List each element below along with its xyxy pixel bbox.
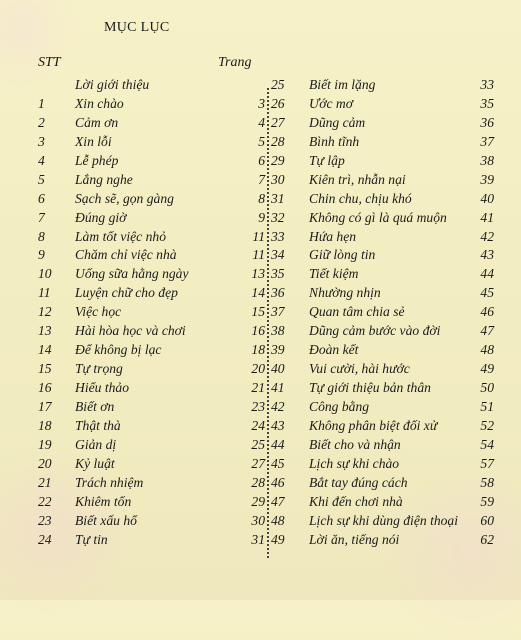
left-entry-title: Sạch sẽ, gọn gàng bbox=[75, 190, 174, 206]
header-page: Trang bbox=[218, 55, 252, 70]
left-entry-title: Uống sữa hằng ngày bbox=[75, 266, 189, 282]
left-index: 15 bbox=[38, 361, 52, 377]
right-page-number: 44 bbox=[480, 266, 494, 282]
left-page-number: 11 bbox=[252, 247, 265, 263]
left-index: 7 bbox=[38, 209, 45, 225]
right-entry-title: Tự lập bbox=[309, 152, 345, 168]
right-index: 45 bbox=[271, 455, 285, 471]
left-entry-title: Cảm ơn bbox=[75, 114, 119, 130]
left-entry-title: Chăm chỉ việc nhà bbox=[75, 247, 177, 263]
right-entry-title: Bình tĩnh bbox=[309, 133, 360, 149]
toc-row bbox=[0, 322, 521, 341]
toc-row bbox=[0, 474, 521, 493]
right-index: 47 bbox=[271, 493, 285, 509]
page-title: MỤC LỤC bbox=[104, 20, 170, 35]
toc-row bbox=[0, 512, 521, 531]
left-page-number: 4 bbox=[258, 114, 265, 130]
right-page-number: 58 bbox=[480, 474, 494, 490]
right-index: 39 bbox=[271, 342, 285, 358]
toc-row bbox=[0, 531, 521, 550]
right-index: 46 bbox=[271, 474, 285, 490]
toc-row bbox=[0, 417, 521, 436]
left-entry-title: Giản dị bbox=[75, 436, 117, 452]
left-entry-title: Thật thà bbox=[75, 417, 121, 433]
right-index: 35 bbox=[271, 266, 285, 282]
left-index: 19 bbox=[38, 436, 52, 452]
right-index: 43 bbox=[271, 417, 285, 433]
right-entry-title: Không phân biệt đối xử bbox=[309, 417, 438, 433]
right-index: 34 bbox=[271, 247, 285, 263]
left-index: 6 bbox=[38, 190, 45, 206]
header-stt: STT bbox=[38, 55, 61, 70]
toc-row bbox=[0, 379, 521, 398]
right-index: 31 bbox=[271, 190, 285, 206]
right-page-number: 51 bbox=[480, 398, 494, 414]
toc-row bbox=[0, 493, 521, 512]
left-index: 8 bbox=[38, 228, 45, 244]
left-entry-title: Lời giới thiệu bbox=[75, 77, 150, 92]
left-index: 1 bbox=[38, 95, 45, 111]
right-page-number: 33 bbox=[480, 77, 494, 92]
toc-row bbox=[0, 455, 521, 474]
right-entry-title: Tự giới thiệu bản thân bbox=[309, 380, 431, 395]
right-entry-title: Kiên trì, nhẫn nại bbox=[309, 171, 406, 187]
right-entry-title: Ước mơ bbox=[309, 95, 354, 111]
right-page-number: 50 bbox=[480, 380, 494, 395]
right-page-number: 47 bbox=[480, 323, 494, 339]
left-page-number: 21 bbox=[251, 380, 265, 395]
right-page-number: 38 bbox=[480, 152, 494, 168]
toc-row bbox=[0, 341, 521, 360]
toc-row bbox=[0, 133, 521, 152]
right-page-number: 46 bbox=[480, 304, 494, 320]
right-entry-title: Không có gì là quá muộn bbox=[309, 209, 447, 225]
left-page-number: 5 bbox=[258, 133, 265, 149]
right-index: 33 bbox=[271, 228, 285, 244]
left-page-number: 27 bbox=[251, 455, 265, 471]
right-entry-title: Nhường nhịn bbox=[309, 285, 381, 301]
toc-row bbox=[0, 436, 521, 455]
left-page-number: 24 bbox=[251, 417, 265, 433]
left-entry-title: Làm tốt việc nhỏ bbox=[75, 228, 166, 244]
right-entry-title: Dũng cảm bbox=[309, 114, 366, 130]
left-page-number: 23 bbox=[251, 398, 265, 414]
left-index: 9 bbox=[38, 247, 45, 263]
right-entry-title: Lời ăn, tiếng nói bbox=[309, 531, 400, 547]
right-entry-title: Vui cười, hài hước bbox=[309, 361, 410, 377]
left-index: 17 bbox=[38, 398, 52, 414]
right-index: 48 bbox=[271, 512, 285, 528]
right-page-number: 43 bbox=[480, 247, 494, 263]
toc-row bbox=[0, 171, 521, 190]
right-entry-title: Tiết kiệm bbox=[309, 266, 359, 282]
left-index: 5 bbox=[38, 171, 45, 187]
right-page-number: 45 bbox=[480, 285, 494, 301]
right-index: 44 bbox=[271, 436, 285, 452]
right-entry-title: Dũng cảm bước vào đời bbox=[309, 323, 441, 339]
left-page-number: 14 bbox=[251, 285, 265, 301]
right-index: 25 bbox=[271, 77, 285, 92]
right-index: 30 bbox=[271, 171, 285, 187]
left-entry-title: Lễ phép bbox=[75, 152, 119, 168]
left-entry-title: Lắng nghe bbox=[75, 171, 133, 187]
toc-row bbox=[0, 360, 521, 379]
toc-row bbox=[0, 303, 521, 322]
left-entry-title: Hiếu thảo bbox=[75, 380, 129, 395]
right-entry-title: Đoàn kết bbox=[309, 342, 359, 358]
left-index: 18 bbox=[38, 417, 52, 433]
right-page-number: 52 bbox=[480, 417, 494, 433]
left-index: 10 bbox=[38, 266, 52, 282]
right-page-number: 57 bbox=[480, 455, 494, 471]
toc-row bbox=[0, 152, 521, 171]
toc-row bbox=[0, 95, 521, 114]
left-entry-title: Xin lỗi bbox=[75, 133, 112, 149]
left-page-number: 8 bbox=[258, 190, 265, 206]
left-entry-title: Trách nhiệm bbox=[75, 474, 144, 490]
left-index: 13 bbox=[38, 323, 52, 339]
left-entry-title: Đúng giờ bbox=[75, 209, 127, 225]
toc-row bbox=[0, 76, 521, 95]
right-page-number: 41 bbox=[480, 209, 494, 225]
toc-row bbox=[0, 265, 521, 284]
left-index: 3 bbox=[38, 133, 45, 149]
left-page-number: 11 bbox=[252, 228, 265, 244]
left-index: 24 bbox=[38, 531, 52, 547]
toc-row bbox=[0, 190, 521, 209]
right-index: 49 bbox=[271, 531, 285, 547]
toc-row bbox=[0, 284, 521, 303]
left-entry-title: Khiêm tốn bbox=[75, 493, 132, 509]
left-index: 21 bbox=[38, 474, 52, 490]
left-entry-title: Hài hòa học và chơi bbox=[75, 323, 186, 339]
left-entry-title: Luyện chữ cho đẹp bbox=[75, 285, 178, 301]
right-page-number: 36 bbox=[480, 114, 494, 130]
left-page-number: 6 bbox=[258, 152, 265, 168]
right-page-number: 42 bbox=[480, 228, 494, 244]
right-index: 37 bbox=[271, 304, 285, 320]
left-page-number: 18 bbox=[251, 342, 265, 358]
right-page-number: 40 bbox=[480, 190, 494, 206]
left-index: 22 bbox=[38, 493, 52, 509]
left-page-number: 30 bbox=[251, 512, 265, 528]
left-page-number: 16 bbox=[251, 323, 265, 339]
right-index: 42 bbox=[271, 398, 285, 414]
left-entry-title: Việc học bbox=[75, 304, 122, 320]
right-entry-title: Biết im lặng bbox=[309, 77, 376, 92]
left-page-number: 29 bbox=[251, 493, 265, 509]
right-entry-title: Lịch sự khi dùng điện thoại bbox=[309, 512, 459, 528]
left-index: 20 bbox=[38, 455, 52, 471]
right-page-number: 39 bbox=[480, 171, 494, 187]
right-index: 26 bbox=[271, 95, 285, 111]
right-index: 36 bbox=[271, 285, 285, 301]
left-page-number: 13 bbox=[251, 266, 265, 282]
left-entry-title: Biết ơn bbox=[75, 398, 115, 414]
right-index: 38 bbox=[271, 323, 285, 339]
right-entry-title: Lịch sự khi chào bbox=[309, 455, 400, 471]
left-entry-title: Kỷ luật bbox=[75, 455, 115, 471]
left-entry-title: Biết xấu hổ bbox=[75, 512, 137, 528]
left-page-number: 31 bbox=[251, 531, 265, 547]
toc-row bbox=[0, 246, 521, 265]
right-page-number: 60 bbox=[480, 512, 494, 528]
right-index: 32 bbox=[271, 209, 285, 225]
left-index: 23 bbox=[38, 512, 52, 528]
left-entry-title: Để không bị lạc bbox=[75, 342, 162, 358]
left-entry-title: Xin chào bbox=[75, 95, 124, 111]
right-page-number: 49 bbox=[480, 361, 494, 377]
left-page-number: 9 bbox=[258, 209, 265, 225]
right-entry-title: Khi đến chơi nhà bbox=[309, 493, 403, 509]
left-page-number: 15 bbox=[251, 304, 265, 320]
left-entry-title: Tự trọng bbox=[75, 361, 123, 377]
right-page-number: 54 bbox=[480, 436, 494, 452]
right-index: 41 bbox=[271, 380, 285, 395]
right-entry-title: Quan tâm chia sẻ bbox=[309, 304, 405, 320]
right-entry-title: Công bằng bbox=[309, 398, 370, 414]
toc-row bbox=[0, 209, 521, 228]
left-entry-title: Tự tin bbox=[75, 531, 108, 547]
right-index: 27 bbox=[271, 114, 285, 130]
right-entry-title: Biết cho và nhận bbox=[309, 436, 401, 452]
right-entry-title: Bắt tay đúng cách bbox=[309, 474, 408, 490]
left-page-number: 7 bbox=[258, 171, 265, 187]
toc-list bbox=[0, 76, 521, 549]
left-index: 4 bbox=[38, 152, 45, 168]
right-index: 29 bbox=[271, 152, 285, 168]
right-page-number: 35 bbox=[480, 95, 494, 111]
right-index: 40 bbox=[271, 361, 285, 377]
right-page-number: 62 bbox=[480, 531, 494, 547]
left-index: 2 bbox=[38, 114, 45, 130]
right-index: 28 bbox=[271, 133, 285, 149]
left-page-number: 3 bbox=[258, 95, 265, 111]
right-page-number: 37 bbox=[480, 133, 494, 149]
left-index: 14 bbox=[38, 342, 52, 358]
left-page-number: 28 bbox=[251, 474, 265, 490]
right-page-number: 48 bbox=[480, 342, 494, 358]
left-index: 12 bbox=[38, 304, 52, 320]
left-index: 16 bbox=[38, 380, 52, 395]
left-page-number: 25 bbox=[251, 436, 265, 452]
right-page-number: 59 bbox=[480, 493, 494, 509]
toc-row bbox=[0, 228, 521, 247]
right-entry-title: Giữ lòng tin bbox=[309, 247, 376, 263]
right-entry-title: Hứa hẹn bbox=[309, 228, 357, 244]
right-entry-title: Chin chu, chịu khó bbox=[309, 190, 412, 206]
toc-row bbox=[0, 398, 521, 417]
left-index: 11 bbox=[38, 285, 51, 301]
toc-row bbox=[0, 114, 521, 133]
left-page-number: 20 bbox=[251, 361, 265, 377]
